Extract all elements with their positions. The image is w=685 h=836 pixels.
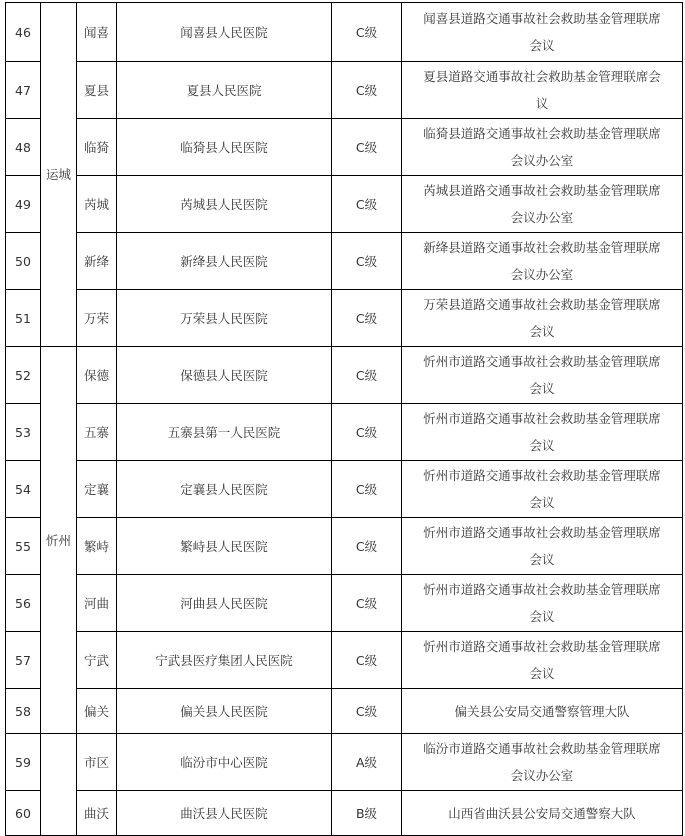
county-cell <box>76 61 117 119</box>
county-name: 芮城 <box>83 196 109 212</box>
organization-name: 山西省曲沃县公安局交通警察大队 <box>448 805 636 821</box>
row-number-cell <box>5 2 41 62</box>
grade-cell <box>331 403 402 461</box>
organization-name: 忻州市道路交通事故社会救助基金管理联席会议 <box>423 582 661 624</box>
hospital-grade: C级 <box>355 310 378 326</box>
hospital-name: 五寨县第一人民医院 <box>167 424 281 440</box>
row-number-cell <box>5 61 41 119</box>
county-cell <box>76 460 117 518</box>
row-number-cell <box>5 232 41 290</box>
county-cell <box>76 232 117 290</box>
hospital-cell <box>116 61 332 119</box>
grade-cell <box>331 289 402 347</box>
grade-cell <box>331 61 402 119</box>
row-number-cell <box>5 403 41 461</box>
city-name: 运城 <box>45 167 71 182</box>
hospital-grade: C级 <box>355 139 378 155</box>
county-cell <box>76 118 117 176</box>
county-name: 万荣 <box>83 310 109 326</box>
organization-cell <box>401 574 683 632</box>
county-name: 五寨 <box>83 424 109 440</box>
grade-cell <box>331 2 402 62</box>
hospital-grade: C级 <box>355 253 378 269</box>
county-cell <box>76 289 117 347</box>
hospital-name: 临猗县人民医院 <box>180 139 268 155</box>
organization-cell <box>401 688 683 734</box>
grade-cell <box>331 733 402 791</box>
hospital-cell <box>116 790 332 836</box>
hospital-name: 万荣县人民医院 <box>180 310 268 326</box>
organization-cell <box>401 2 683 62</box>
hospital-cell <box>116 517 332 575</box>
organization-name: 芮城县道路交通事故社会救助基金管理联席会议办公室 <box>423 183 661 225</box>
hospital-grade: C级 <box>355 367 378 383</box>
county-name: 保德 <box>83 367 109 383</box>
organization-name: 忻州市道路交通事故社会救助基金管理联席会议 <box>423 354 661 396</box>
organization-name: 忻州市道路交通事故社会救助基金管理联席会议 <box>423 468 661 510</box>
hospital-grade: C级 <box>355 196 378 212</box>
grade-cell <box>331 346 402 404</box>
grade-cell <box>331 118 402 176</box>
row-number-cell <box>5 517 41 575</box>
grade-cell <box>331 175 402 233</box>
city-cell <box>40 2 77 347</box>
hospital-cell <box>116 2 332 62</box>
city-cell <box>40 733 77 836</box>
grade-cell <box>331 574 402 632</box>
hospital-name: 偏关县人民医院 <box>180 703 268 719</box>
hospital-name: 河曲县人民医院 <box>180 595 268 611</box>
organization-name: 忻州市道路交通事故社会救助基金管理联席会议 <box>423 411 661 453</box>
organization-cell <box>401 289 683 347</box>
hospital-grade: C级 <box>355 595 378 611</box>
organization-cell <box>401 631 683 689</box>
hospital-cell <box>116 631 332 689</box>
grade-cell <box>331 232 402 290</box>
county-name: 繁峙 <box>83 538 109 554</box>
grade-cell <box>331 790 402 836</box>
hospital-name: 临汾市中心医院 <box>180 754 268 770</box>
county-cell <box>76 688 117 734</box>
county-cell <box>76 175 117 233</box>
hospital-name: 芮城县人民医院 <box>180 196 268 212</box>
row-number-cell <box>5 790 41 836</box>
county-cell <box>76 574 117 632</box>
organization-cell <box>401 175 683 233</box>
organization-cell <box>401 346 683 404</box>
organization-cell <box>401 517 683 575</box>
grade-cell <box>331 517 402 575</box>
hospital-cell <box>116 289 332 347</box>
hospital-name: 繁峙县人民医院 <box>180 538 268 554</box>
row-number: 60 <box>15 805 31 821</box>
hospital-name: 曲沃县人民医院 <box>180 805 268 821</box>
hospital-cell <box>116 403 332 461</box>
organization-name: 偏关县公安局交通警察管理大队 <box>454 703 630 719</box>
organization-cell <box>401 733 683 791</box>
county-cell <box>76 2 117 62</box>
row-number: 50 <box>15 253 31 269</box>
hospital-name: 定襄县人民医院 <box>180 481 268 497</box>
row-number-cell <box>5 733 41 791</box>
county-name: 临猗 <box>83 139 109 155</box>
hospital-cell <box>116 733 332 791</box>
row-number: 48 <box>15 139 31 155</box>
hospital-grade: A级 <box>355 754 378 770</box>
hospital-cell <box>116 346 332 404</box>
organization-cell <box>401 232 683 290</box>
hospital-grade: C级 <box>355 24 378 40</box>
row-number: 47 <box>15 82 31 98</box>
row-number-cell <box>5 175 41 233</box>
county-name: 曲沃 <box>83 805 109 821</box>
row-number: 57 <box>15 652 31 668</box>
row-number-cell <box>5 118 41 176</box>
organization-name: 临汾市道路交通事故社会救助基金管理联席会议办公室 <box>423 741 661 783</box>
city-cell <box>40 346 77 734</box>
organization-name: 夏县道路交通事故社会救助基金管理联席会议 <box>423 69 661 111</box>
row-number-cell <box>5 688 41 734</box>
organization-name: 忻州市道路交通事故社会救助基金管理联席会议 <box>423 639 661 681</box>
hospital-grade: B级 <box>355 805 378 821</box>
grade-cell <box>331 460 402 518</box>
hospital-grade: C级 <box>355 424 378 440</box>
county-name: 夏县 <box>83 82 109 98</box>
county-cell <box>76 517 117 575</box>
county-cell <box>76 403 117 461</box>
hospital-grade: C级 <box>355 82 378 98</box>
row-number: 56 <box>15 595 31 611</box>
row-number-cell <box>5 631 41 689</box>
hospital-cell <box>116 460 332 518</box>
hospital-cell <box>116 232 332 290</box>
city-name: 忻州 <box>45 532 71 548</box>
row-number-cell <box>5 289 41 347</box>
county-name: 偏关 <box>83 703 109 719</box>
hospital-cell <box>116 118 332 176</box>
hospital-cell <box>116 574 332 632</box>
organization-name: 忻州市道路交通事故社会救助基金管理联席会议 <box>423 525 661 567</box>
row-number: 53 <box>15 424 31 440</box>
hospital-name: 新绛县人民医院 <box>180 253 268 269</box>
hospital-name: 宁武县医疗集团人民医院 <box>155 652 293 668</box>
county-cell <box>76 631 117 689</box>
hospital-grade: C级 <box>355 652 378 668</box>
organization-cell <box>401 460 683 518</box>
organization-name: 临猗县道路交通事故社会救助基金管理联席会议办公室 <box>423 126 661 168</box>
row-number: 59 <box>15 754 31 770</box>
county-name: 定襄 <box>83 481 109 497</box>
row-number-cell <box>5 346 41 404</box>
hospital-name: 夏县人民医院 <box>186 82 262 98</box>
hospital-name: 保德县人民医院 <box>180 367 268 383</box>
hospital-grade: C级 <box>355 481 378 497</box>
county-name: 市区 <box>83 754 109 770</box>
hospital-cell <box>116 175 332 233</box>
row-number: 55 <box>15 538 31 554</box>
grade-cell <box>331 631 402 689</box>
row-number: 52 <box>15 367 31 383</box>
hospital-grade: C级 <box>355 538 378 554</box>
county-name: 闻喜 <box>83 24 109 40</box>
county-cell <box>76 790 117 836</box>
organization-cell <box>401 118 683 176</box>
county-cell <box>76 346 117 404</box>
organization-name: 闻喜县道路交通事故社会救助基金管理联席会议 <box>423 11 661 53</box>
row-number-cell <box>5 574 41 632</box>
hospital-cell <box>116 688 332 734</box>
county-cell <box>76 733 117 791</box>
row-number: 49 <box>15 196 31 212</box>
county-name: 新绛 <box>83 253 109 269</box>
organization-cell <box>401 790 683 836</box>
county-name: 宁武 <box>83 652 109 668</box>
row-number: 46 <box>15 24 31 40</box>
row-number: 54 <box>15 481 31 497</box>
organization-name: 新绛县道路交通事故社会救助基金管理联席会议办公室 <box>423 240 661 282</box>
organization-cell <box>401 403 683 461</box>
organization-name: 万荣县道路交通事故社会救助基金管理联席会议 <box>423 297 661 339</box>
county-name: 河曲 <box>83 595 109 611</box>
organization-cell <box>401 61 683 119</box>
row-number: 51 <box>15 310 31 326</box>
grade-cell <box>331 688 402 734</box>
row-number: 58 <box>15 703 31 719</box>
hospital-name: 闻喜县人民医院 <box>180 24 268 40</box>
row-number-cell <box>5 460 41 518</box>
hospital-grade: C级 <box>355 703 378 719</box>
